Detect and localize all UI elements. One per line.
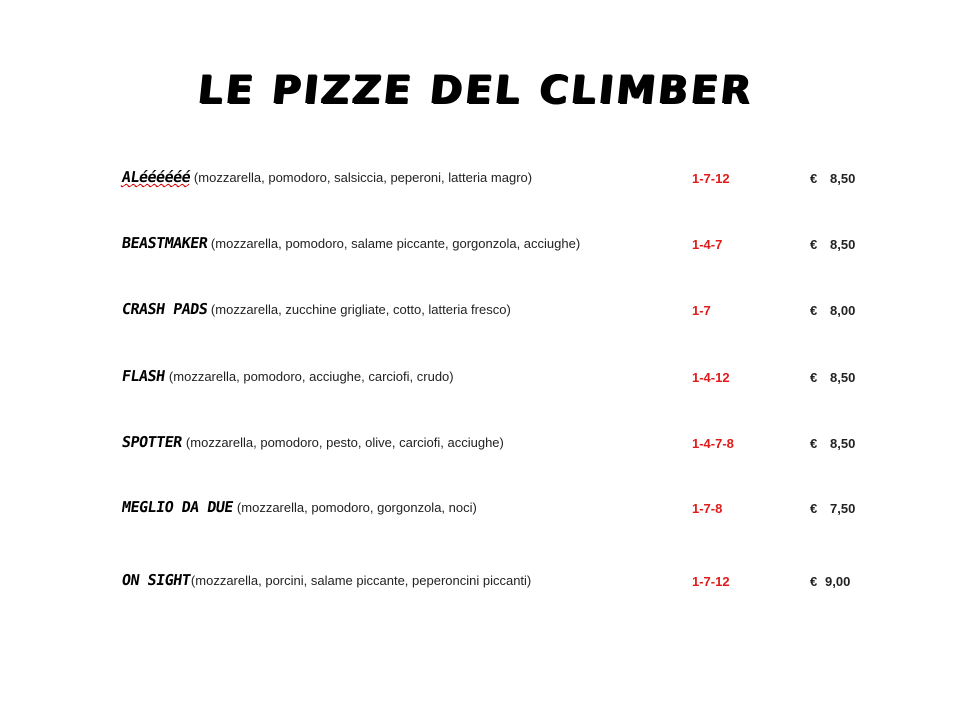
- menu-title: LE PIZZE DEL CLIMBER: [195, 68, 757, 113]
- allergen-codes: 1-7-8: [692, 501, 723, 516]
- pizza-price: [810, 436, 855, 451]
- pizza-name: CRASH PADS (mozzarella, zucchine grigliate, cotto, latteria fresco): [120, 300, 512, 318]
- allergen-codes: 1-4-7: [692, 237, 723, 252]
- currency-symbol: €: [810, 574, 818, 589]
- pizza-name: MEGLIO DA DUE (mozzarella, pomodoro, gorgonzola, noci): [120, 498, 477, 516]
- price-value: 8,50: [830, 171, 856, 186]
- pizza-ingredients: (mozzarella, pomodoro, pesto, olive, carciofi, acciughe): [185, 435, 504, 450]
- currency-symbol: €: [810, 370, 818, 385]
- price-value: 7,50: [830, 501, 856, 516]
- allergen-codes: 1-4-7-8: [692, 436, 734, 451]
- price-value: 8,50: [830, 237, 856, 252]
- pizza-price: [810, 501, 855, 516]
- pizza-name: BEASTMAKER (mozzarella, pomodoro, salame piccante, gorgonzola, acciughe): [120, 234, 581, 252]
- currency-symbol: €: [810, 303, 818, 318]
- pizza-name: ON SIGHT(mozzarella, porcini, salame piccante, peperoncini piccanti): [120, 571, 532, 589]
- menu-item: [0, 234, 960, 258]
- pizza-price: [810, 574, 850, 589]
- price-value: 8,50: [830, 436, 856, 451]
- currency-symbol: €: [810, 436, 818, 451]
- allergen-codes: 1-7: [692, 303, 711, 318]
- currency-symbol: €: [810, 501, 818, 516]
- pizza-price: [810, 171, 855, 186]
- allergen-codes: 1-4-12: [692, 370, 730, 385]
- menu-item: [0, 433, 960, 457]
- pizza-name: ALéééééé: [120, 168, 192, 186]
- allergen-codes: 1-7-12: [692, 574, 730, 589]
- pizza-name: FLASH (mozzarella, pomodoro, acciughe, carciofi, crudo): [120, 367, 454, 385]
- allergen-codes: 1-7-12: [692, 171, 730, 186]
- menu-item: [0, 300, 960, 324]
- pizza-ingredients: (mozzarella, pomodoro, salame piccante, gorgonzola, acciughe): [211, 236, 581, 251]
- price-value: 8,50: [830, 370, 856, 385]
- pizza-ingredients-wrap: [121, 168, 534, 186]
- pizza-ingredients: (mozzarella, porcini, salame piccante, peperoncini piccanti): [191, 573, 532, 588]
- currency-symbol: €: [810, 171, 818, 186]
- pizza-ingredients: (mozzarella, pomodoro, acciughe, carciofi, crudo): [168, 369, 454, 384]
- menu-item: [0, 168, 960, 192]
- pizza-ingredients: (mozzarella, zucchine grigliate, cotto, latteria fresco): [211, 302, 512, 317]
- menu-item: [0, 571, 960, 595]
- currency-symbol: €: [810, 237, 818, 252]
- menu-item: [0, 498, 960, 522]
- pizza-ingredients: (mozzarella, pomodoro, gorgonzola, noci): [236, 500, 477, 515]
- pizza-price: [810, 303, 855, 318]
- price-value: 8,00: [830, 303, 856, 318]
- pizza-price: [810, 237, 855, 252]
- menu-item: [0, 367, 960, 391]
- pizza-price: [810, 370, 855, 385]
- price-value: 9,00: [825, 574, 851, 589]
- pizza-name: SPOTTER (mozzarella, pomodoro, pesto, olive, carciofi, acciughe): [120, 433, 504, 451]
- pizza-ingredients: (mozzarella, pomodoro, salsiccia, peperoni, latteria magro): [194, 170, 533, 185]
